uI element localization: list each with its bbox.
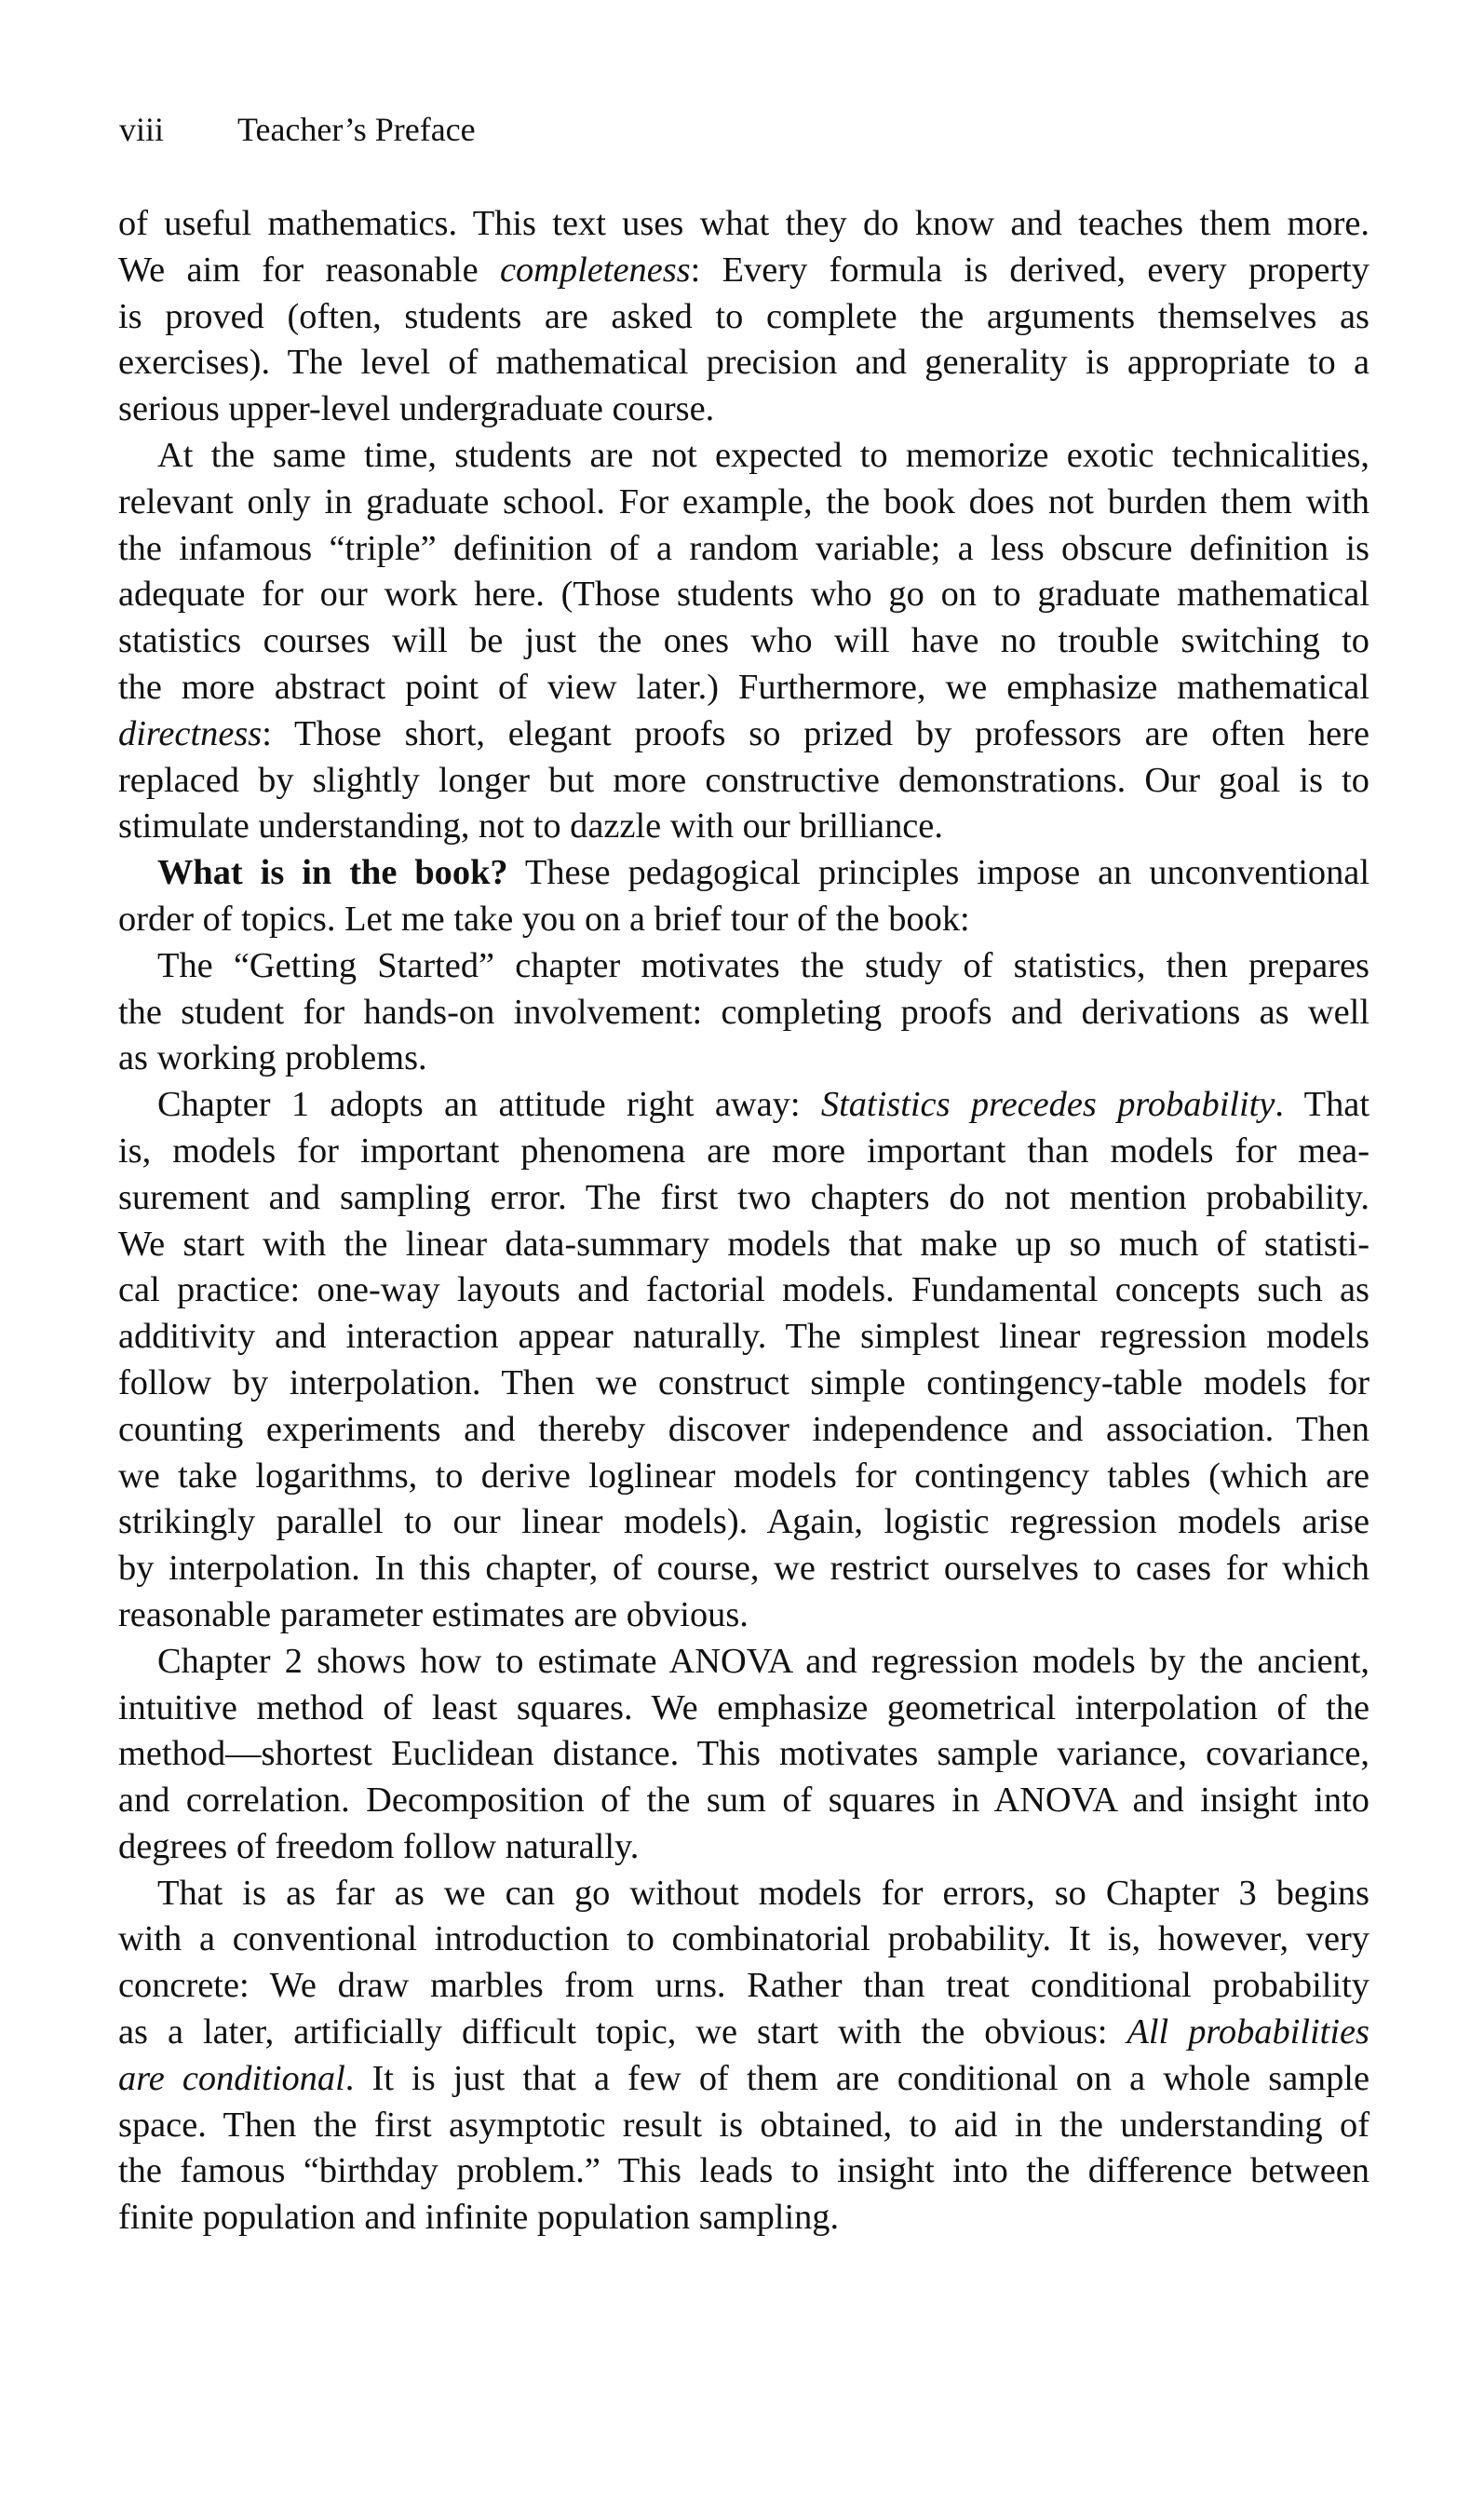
text-run: as working problems. <box>118 1038 427 1078</box>
paragraph <box>118 433 1369 850</box>
text-line <box>118 526 1369 573</box>
text-run: of useful mathematics. This text uses what they do know and teaches them more. <box>118 204 1369 243</box>
text-line <box>118 1361 1369 1407</box>
text-run: strikingly parallel to our linear models). Again, logistic regression models arise <box>118 1502 1369 1542</box>
paragraph <box>118 943 1369 1082</box>
text-run: exercises). The level of mathematical precision and generality is appropriate to a <box>118 343 1369 383</box>
text-line <box>118 1824 1369 1871</box>
emphasis-italic: Statistics precedes probability <box>820 1085 1275 1125</box>
text-line <box>118 943 1369 990</box>
text-run: Chapter 1 adopts an attitude right away: <box>157 1085 821 1125</box>
text-run: . It is just that a few of them are conditional on a whole sample <box>344 2058 1369 2098</box>
text-run: We start with the linear data-summary models that make up so much of statisti- <box>118 1224 1369 1264</box>
text-line <box>118 572 1369 618</box>
text-run: by interpolation. In this chapter, of course, we restrict ourselves to cases for which <box>118 1549 1369 1589</box>
text-run: finite population and infinite population sampling. <box>118 2198 840 2238</box>
text-line <box>118 1686 1369 1732</box>
text-run: serious upper-level undergraduate course. <box>118 389 715 429</box>
text-run: That is as far as we can go without models for errors, so Chapter 3 begins <box>157 1873 1369 1913</box>
text-line <box>118 294 1369 341</box>
text-run: degrees of freedom follow naturally. <box>118 1826 640 1866</box>
text-line <box>118 1454 1369 1500</box>
text-run: we take logarithms, to derive loglinear models for contingency tables (which are <box>118 1456 1369 1496</box>
text-run: surement and sampling error. The first two chapters do not mention probability. <box>118 1177 1369 1217</box>
text-line <box>118 2103 1369 2149</box>
text-line <box>118 248 1369 294</box>
text-line <box>118 1731 1369 1778</box>
text-run: stimulate understanding, not to dazzle with our brilliance. <box>118 806 943 846</box>
text-line <box>118 850 1369 897</box>
text-line <box>118 1314 1369 1361</box>
text-line <box>118 2148 1369 2195</box>
text-line <box>118 1639 1369 1686</box>
paragraph <box>118 1082 1369 1639</box>
text-run: the infamous “triple” definition of a random variable; a less obscure definition is <box>118 528 1369 568</box>
text-line <box>118 1267 1369 1314</box>
text-line <box>118 1592 1369 1639</box>
text-line <box>118 758 1369 805</box>
text-line <box>118 1407 1369 1454</box>
text-run: These pedagogical principles impose an unconventional <box>507 853 1369 893</box>
emphasis-italic: are conditional <box>118 2058 345 2098</box>
text-line <box>118 665 1369 711</box>
paragraph <box>118 201 1369 433</box>
text-run: is, models for important phenomena are more important than models for mea- <box>118 1131 1369 1171</box>
text-run: . That <box>1275 1085 1370 1125</box>
text-line <box>118 386 1369 433</box>
text-run: additivity and interaction appear naturally. The simplest linear regression models <box>118 1317 1369 1357</box>
text-run: relevant only in graduate school. For example, the book does not burden them with <box>118 481 1369 521</box>
text-line <box>118 1546 1369 1592</box>
text-line <box>118 897 1369 943</box>
text-run: order of topics. Let me take you on a brief tour of the book: <box>118 899 970 939</box>
text-run: intuitive method of least squares. We emphasize geometrical interpolation of the <box>118 1687 1369 1727</box>
text-line <box>118 340 1369 386</box>
text-run: the student for hands-on involvement: completing proofs and derivations as well <box>118 992 1369 1032</box>
text-line <box>118 480 1369 526</box>
text-run: method—shortest Euclidean distance. This motivates sample variance, covariance, <box>118 1734 1369 1774</box>
text-run: the more abstract point of view later.) Furthermore, we emphasize mathematical <box>118 667 1369 707</box>
text-line <box>118 2056 1369 2103</box>
text-run: concrete: We draw marbles from urns. Rather than treat conditional probability <box>118 1966 1369 2006</box>
text-run: adequate for our work here. (Those students who go on to graduate mathematical <box>118 575 1369 615</box>
paragraph <box>118 1639 1369 1871</box>
text-line <box>118 1222 1369 1268</box>
text-line <box>118 711 1369 758</box>
text-run: as a later, artificially difficult topic, we start with the obvious: <box>118 2012 1127 2052</box>
text-run: : Those short, elegant proofs so prized by professors are often here <box>262 713 1369 753</box>
text-run: Chapter 2 shows how to estimate ANOVA and regression models by the ancient, <box>157 1641 1369 1681</box>
text-run: counting experiments and thereby discover independence and association. Then <box>118 1409 1369 1449</box>
body-text <box>118 201 1369 2241</box>
text-run: We aim for reasonable <box>118 250 500 290</box>
text-line <box>118 1036 1369 1082</box>
text-run: follow by interpolation. Then we construct simple contingency-table models for <box>118 1362 1369 1402</box>
emphasis-italic: All probabilities <box>1126 2012 1369 2052</box>
text-line <box>118 1129 1369 1175</box>
paragraph <box>118 850 1369 943</box>
text-line <box>118 990 1369 1036</box>
text-run: and correlation. Decomposition of the sum of squares in ANOVA and insight into <box>118 1781 1369 1821</box>
text-run: At the same time, students are not expected to memorize exotic technicalities, <box>157 435 1369 475</box>
text-line <box>118 1916 1369 1963</box>
text-line <box>118 1175 1369 1222</box>
text-line <box>118 1499 1369 1546</box>
text-line <box>118 201 1369 248</box>
text-line <box>118 1082 1369 1129</box>
text-line <box>118 1871 1369 1917</box>
text-line <box>118 433 1369 480</box>
text-run: cal practice: one-way layouts and factorial models. Fundamental concepts such as <box>118 1270 1369 1310</box>
run-in-heading: What is in the book? <box>157 853 508 893</box>
running-head <box>119 107 476 152</box>
text-run: with a conventional introduction to combinatorial probability. It is, however, very <box>118 1919 1369 1959</box>
text-run: space. Then the first asymptotic result is obtained, to aid in the understanding of <box>118 2105 1369 2145</box>
emphasis-italic: directness <box>118 713 263 753</box>
text-run: replaced by slightly longer but more constructive demonstrations. Our goal is to <box>118 760 1369 800</box>
paragraph <box>118 1871 1369 2241</box>
text-run: reasonable parameter estimates are obvious. <box>118 1594 749 1634</box>
text-run: is proved (often, students are asked to complete the arguments themselves as <box>118 296 1369 336</box>
text-run: The “Getting Started” chapter motivates the study of statistics, then prepares <box>157 945 1369 985</box>
text-line <box>118 2195 1369 2241</box>
text-line <box>118 1778 1369 1824</box>
text-line <box>118 1963 1369 2010</box>
running-title: Teacher’s Preface <box>237 111 476 148</box>
text-run: statistics courses will be just the ones who will have no trouble switching to <box>118 621 1369 661</box>
text-line <box>118 804 1369 850</box>
text-run: the famous “birthday problem.” This leads to insight into the difference between <box>118 2151 1369 2191</box>
text-line <box>118 618 1369 665</box>
page-number: viii <box>119 111 165 148</box>
text-run: : Every formula is derived, every property <box>690 250 1370 290</box>
text-line <box>118 2010 1369 2056</box>
emphasis-italic: completeness <box>499 250 691 290</box>
